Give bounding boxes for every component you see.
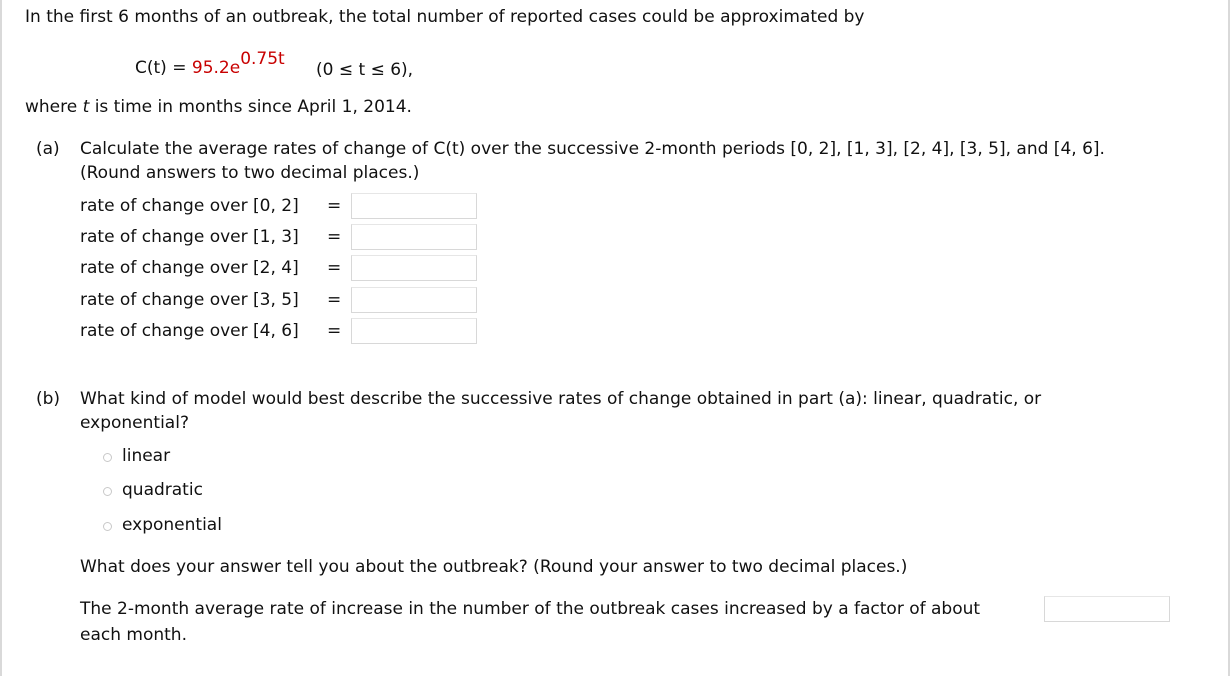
rate-input-2-4[interactable] (351, 255, 477, 281)
radio-linear[interactable] (103, 453, 112, 462)
part-a-rounding-note: (Round answers to two decimal places.) (80, 163, 420, 183)
intro-text: In the first 6 months of an outbreak, the total number of reported cases could be approximated by (25, 7, 865, 27)
rate-label: rate of change over [0, 2] (80, 196, 299, 216)
part-a-question (80, 139, 1105, 159)
part-a-q-func: C(t) (433, 139, 466, 159)
part-a-label: (a) (36, 139, 60, 159)
radio-quadratic[interactable] (103, 487, 112, 496)
where-line (25, 97, 412, 117)
rate-label: rate of change over [4, 6] (80, 321, 299, 341)
formula-domain: (0 ≤ t ≤ 6), (316, 60, 414, 80)
formula-lhs: C(t) (135, 58, 167, 78)
rate-equals: = (327, 258, 342, 278)
formula-exponent (240, 49, 285, 69)
rate-equals: = (327, 290, 342, 310)
factor-input[interactable] (1044, 596, 1170, 622)
rate-input-1-3[interactable] (351, 224, 477, 250)
part-b-question-cont: exponential? (80, 413, 189, 433)
rate-equals: = (327, 196, 342, 216)
rate-label: rate of change over [2, 4] (80, 258, 299, 278)
where-suffix: is time in months since April 1, 2014. (94, 97, 412, 117)
followup-question: What does your answer tell you about the outbreak? (Round your answer to two decimal places.) (80, 557, 908, 577)
formula-eq: = (172, 58, 187, 78)
rate-input-4-6[interactable] (351, 318, 477, 344)
option-label[interactable]: quadratic (122, 480, 203, 500)
formula-exponent-num: 0.75t (240, 49, 285, 69)
part-b-label: (b) (36, 389, 61, 409)
formula (135, 49, 285, 78)
rate-input-3-5[interactable] (351, 287, 477, 313)
rate-label: rate of change over [3, 5] (80, 290, 299, 310)
where-prefix: where (25, 97, 78, 117)
rate-label: rate of change over [1, 3] (80, 227, 299, 247)
part-b-question: What kind of model would best describe the successive rates of change obtained in part (a): linear, quadratic, or (80, 389, 1042, 409)
formula-coef: 95.2 (191, 58, 230, 78)
rate-input-0-2[interactable] (351, 193, 477, 219)
part-a-q-start: Calculate the average rates of change of (80, 139, 429, 159)
radio-exponential[interactable] (103, 522, 112, 531)
option-label[interactable]: linear (122, 446, 171, 466)
where-variable: t (82, 97, 90, 117)
formula-base: e (229, 58, 241, 78)
part-a-q-end: over the successive 2-month periods [0, 2], [1, 3], [2, 4], [3, 5], and [4, 6]. (470, 139, 1105, 159)
answer-sentence-end: each month. (80, 625, 187, 645)
rate-equals: = (327, 227, 342, 247)
option-label[interactable]: exponential (122, 515, 222, 535)
rate-equals: = (327, 321, 342, 341)
answer-sentence: The 2-month average rate of increase in the number of the outbreak cases increased by a factor of about (80, 599, 981, 619)
